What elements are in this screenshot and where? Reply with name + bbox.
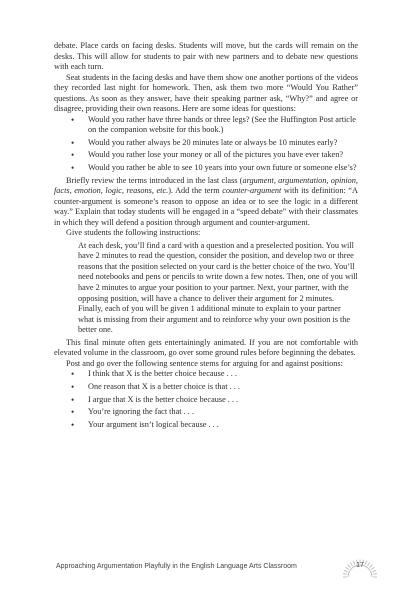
list-item: • I argue that X is the better choice because . . . xyxy=(71,395,358,406)
page-body xyxy=(54,41,358,432)
instructions-block: At each desk, you’ll find a card with a question and a preselected position. You will have 2 minutes to read the question, consider the position, and develop two or three reasons that the position selected on your card is the better choice of the two. You’ll need notebooks and pens or pencils to write down a few notes. Then, one of you will have 2 minutes to argue your position to your partner. Next, your partner, with the opposing position, will have a chance to deliver their argument for 2 minutes. Finally, each of you will be given 1 additional minute to explain to your partner what is missing from their argument and to reinforce why your own position is the better one. xyxy=(78,240,358,335)
stem-list xyxy=(71,369,358,430)
page-footer xyxy=(0,558,417,578)
term-counter-argument: counter-argument xyxy=(222,186,282,196)
list-item: • One reason that X is a better choice is that . . . xyxy=(71,382,358,393)
paragraph-review-terms xyxy=(54,176,358,229)
list-item: • Would you rather have three hands or three legs? (See the Huffington Post article on the companion website for this book.) xyxy=(71,115,358,136)
page-number: 17 xyxy=(356,562,364,569)
page-number-badge xyxy=(343,550,377,578)
paragraph-final-minute: This final minute often gets entertainingly animated. If you are not comfortable with elevated volume in the classroom, go over some ground rules before beginning the debates. xyxy=(54,337,358,358)
sunburst-ray xyxy=(343,574,347,575)
question-list xyxy=(71,115,358,174)
list-item: • Would you rather be able to see 10 years into your own future or someone else’s? xyxy=(71,163,358,174)
list-item: • Would you rather lose your money or all of the pictures you have ever taken? xyxy=(71,150,358,161)
sunburst-ray xyxy=(372,570,376,572)
list-item: • Your argument isn’t logical because . . . xyxy=(71,420,358,431)
paragraph-would-you-rather: Seat students in the facing desks and have them show one another portions of the videos they recorded last night for homework. Then, ask them two more “Would You Rather” questions. As soon as they answer, have their speaking partner ask, “Why?” and agree or disagree, providing their own reasons. Here are some ideas for questions: xyxy=(54,72,358,114)
sunburst-ray xyxy=(373,574,377,575)
list-item: • You’re ignoring the fact that . . . xyxy=(71,407,358,418)
running-title: Approaching Argumentation Playfully in the English Language Arts Classroom xyxy=(56,563,297,570)
review-text: with its definition: “A counter-argument is someone’s reason to oppose an idea or to see the logic in a different way.” Explain that today students will be engaged in a “speed debate” with their classmates in which they will defend a position through argument and counter-argument. xyxy=(54,186,358,227)
paragraph-instructions-lead: Give students the following instructions: xyxy=(66,228,201,238)
list-item: • I think that X is the better choice because . . . xyxy=(71,369,358,380)
list-item: • Would you rather always be 20 minutes late or always be 10 minutes early? xyxy=(71,138,358,149)
review-text: ). Add the term xyxy=(168,186,223,196)
paragraph-sentence-stems: Post and go over the following sentence stems for arguing for and against positions: xyxy=(66,358,343,368)
paragraph-intro: debate. Place cards on facing desks. Students will move, but the cards will remain on the desks. This will allow for students to pair with new partners and to debate new questions with each turn. xyxy=(54,41,358,72)
sunburst-ray xyxy=(344,570,348,572)
term-list: argument, argumentation, opinion, facts, emotion, logic, reasons, etc. xyxy=(54,175,358,196)
review-text: Briefly review the terms introduced in the last class ( xyxy=(66,175,243,185)
